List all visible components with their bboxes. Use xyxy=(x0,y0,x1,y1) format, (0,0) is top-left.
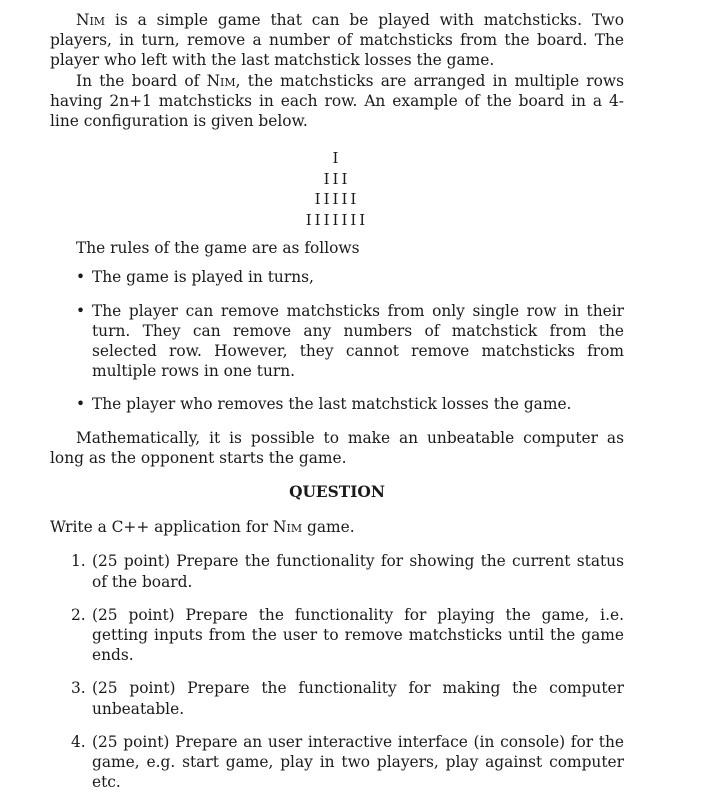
rules-intro: The rules of the game are as follows xyxy=(76,239,360,258)
bullet-icon: • xyxy=(76,395,86,414)
matchstick-board xyxy=(50,148,624,230)
prompt-lead: Write a C++ application for xyxy=(50,518,274,537)
rule-item xyxy=(76,301,624,382)
task-number: 1. xyxy=(71,552,86,571)
rule-text: The game is played in turns, xyxy=(92,268,314,287)
task-item xyxy=(71,605,624,666)
task-item xyxy=(71,551,624,591)
prompt-tail: game. xyxy=(302,518,355,537)
task-item xyxy=(71,678,624,718)
intro-lead-2: In the board of xyxy=(76,71,207,90)
rule-text: The player can remove matchsticks from only single row in their turn. They can remove any numbers of matchstick from the selected row. However, they cannot remove matchsticks from multiple rows in one turn. xyxy=(92,301,624,381)
task-number: 3. xyxy=(71,679,86,698)
board-row-3: IIIII xyxy=(314,190,360,209)
game-name: Nim xyxy=(206,71,236,90)
rules-list xyxy=(50,267,624,414)
task-number: 4. xyxy=(71,732,86,751)
intro-text-1: is a simple game that can be played with matchsticks. Two players, in turn, remove a number of matchsticks from the board. The player who left with the last matchstick losses the game. xyxy=(50,11,624,70)
rule-item xyxy=(76,394,624,414)
question-prompt xyxy=(50,517,624,537)
task-text: (25 point) Prepare the functionality for making the computer unbeatable. xyxy=(92,679,624,718)
intro-paragraph-1 xyxy=(50,10,624,71)
task-number: 2. xyxy=(71,605,86,624)
task-list xyxy=(50,551,624,792)
game-name: Nim xyxy=(76,11,106,29)
task-text: (25 point) Prepare the functionality for playing the game, i.e. getting inputs from the user to remove matchsticks until the game ends. xyxy=(92,605,624,665)
rule-item xyxy=(76,267,624,287)
document-page xyxy=(50,10,624,805)
bullet-icon: • xyxy=(76,301,86,320)
task-text: (25 point) Prepare an user interactive interface (in console) for the game, e.g. start game, play in two players, play against computer etc. xyxy=(92,732,624,792)
board-row-2: III xyxy=(323,169,351,188)
board-row-1: I xyxy=(332,149,342,168)
intro-text-2: , the matchsticks are arranged in multiple rows having 2n+1 matchsticks in each row. An example of the board in a 4-line configuration is given below. xyxy=(50,71,625,131)
bullet-icon: • xyxy=(76,268,86,287)
task-text: (25 point) Prepare the functionality for showing the current status of the board. xyxy=(92,552,624,591)
task-item xyxy=(71,732,624,793)
question-heading: QUESTION xyxy=(289,483,385,502)
math-note: Mathematically, it is possible to make an unbeatable computer as long as the opponent starts the game. xyxy=(50,428,624,467)
game-name: Nim xyxy=(273,518,303,537)
intro-paragraph-2 xyxy=(50,71,624,132)
board-row-4: IIIIIII xyxy=(305,210,369,229)
rule-text: The player who removes the last matchstick losses the game. xyxy=(92,395,572,414)
